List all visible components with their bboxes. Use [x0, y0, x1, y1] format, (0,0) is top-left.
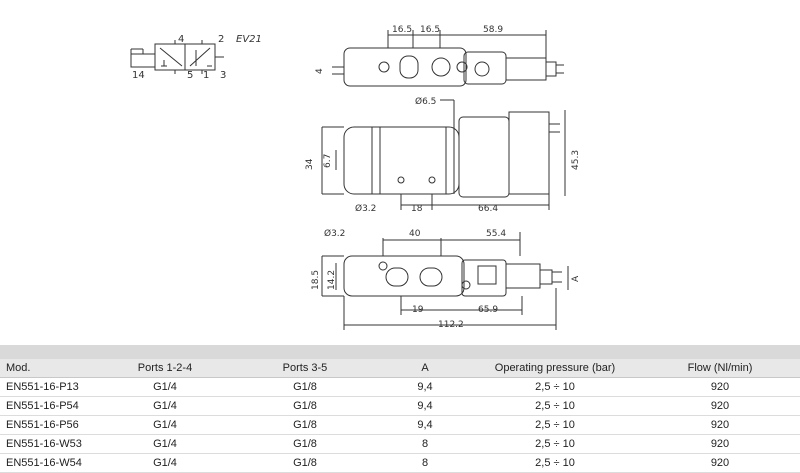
table-cell: G1/4 [100, 397, 230, 416]
table-cell: G1/8 [230, 378, 380, 397]
table-top-band [0, 345, 800, 359]
table-cell: G1/8 [230, 435, 380, 454]
solenoid-actuator [131, 54, 155, 67]
valve-symbol [131, 40, 224, 74]
table-cell: G1/8 [230, 454, 380, 473]
coil-bottom [506, 264, 540, 288]
dim-label: 112.2 [438, 320, 464, 330]
dim-label: 55.4 [486, 229, 507, 239]
dim-label: Ø3.2 [324, 229, 346, 239]
solenoid-bottom [462, 260, 506, 296]
solenoid-top [464, 52, 506, 84]
table-row [0, 454, 800, 473]
table-cell: 920 [640, 416, 800, 435]
dim-label: 4 [315, 68, 325, 74]
column-header: Ports 3-5 [230, 359, 380, 378]
table-cell: 9,4 [380, 416, 470, 435]
column-header: Operating pressure (bar) [470, 359, 640, 378]
dim-label: 45.3 [571, 149, 581, 170]
specification-table [0, 345, 800, 473]
table-cell: 920 [640, 378, 800, 397]
table-cell: 2,5 ÷ 10 [470, 397, 640, 416]
dim-label: 14.2 [327, 269, 337, 290]
model-cell: EN551-16-P56 [0, 416, 100, 435]
table-cell: 920 [640, 454, 800, 473]
table-cell: 920 [640, 435, 800, 454]
port-label-14: 14 [132, 70, 145, 81]
dim-label: 40 [409, 229, 421, 239]
bottom-view [322, 232, 568, 330]
table-cell: G1/8 [230, 397, 380, 416]
dim-label: 18.5 [311, 269, 321, 290]
dim-label: 58.9 [483, 25, 504, 35]
table-cell: 9,4 [380, 397, 470, 416]
column-header: Ports 1-2-4 [100, 359, 230, 378]
port-label-4: 4 [178, 34, 185, 45]
port-hole [379, 62, 389, 72]
dim-label: 65.9 [478, 305, 499, 315]
table-cell: 2,5 ÷ 10 [470, 378, 640, 397]
top-view [332, 30, 564, 86]
port-label-3: 3 [220, 70, 227, 81]
dim-label: A [571, 275, 581, 282]
column-header: Flow (Nl/min) [640, 359, 800, 378]
solenoid-side [459, 117, 509, 197]
dim-label: 34 [305, 158, 315, 170]
valve-box-left [155, 44, 185, 70]
dim-label: Ø3.2 [355, 204, 377, 214]
column-header: Mod. [0, 359, 100, 378]
table-header-row [0, 359, 800, 378]
table-cell: G1/4 [100, 435, 230, 454]
column-header: A [380, 359, 470, 378]
table-row [0, 378, 800, 397]
table-cell: 9,4 [380, 378, 470, 397]
port-label-5: 5 [187, 70, 194, 81]
model-cell: EN551-16-P54 [0, 397, 100, 416]
model-cell: EN551-16-W54 [0, 454, 100, 473]
dim-label: 16.5 [420, 25, 441, 35]
port-label-1: 1 [203, 70, 210, 81]
port-hole-bottom [379, 262, 387, 270]
table-cell: G1/4 [100, 416, 230, 435]
table-cell: G1/4 [100, 378, 230, 397]
port-label-2: 2 [218, 34, 225, 45]
table-row [0, 416, 800, 435]
table-cell: 2,5 ÷ 10 [470, 454, 640, 473]
port-slot [400, 56, 418, 78]
dim-label: 18 [411, 204, 423, 214]
mounting-hole [398, 177, 404, 183]
dim-label: 16.5 [392, 25, 413, 35]
dim-label: 6.7 [323, 153, 333, 168]
coil-side [509, 112, 549, 194]
model-cell: EN551-16-W53 [0, 435, 100, 454]
symbol-model-label: EV21 [236, 34, 262, 45]
table-cell: 8 [380, 454, 470, 473]
valve-body-bottom [344, 256, 464, 296]
table-row [0, 397, 800, 416]
table-cell: G1/8 [230, 416, 380, 435]
valve-body-side [344, 127, 459, 194]
model-cell: EN551-16-P13 [0, 378, 100, 397]
table-cell: 2,5 ÷ 10 [470, 416, 640, 435]
port-round [432, 58, 450, 76]
dim-label: 66.4 [478, 204, 499, 214]
valve-body-top [344, 48, 466, 86]
dim-label: Ø6.5 [415, 97, 437, 107]
table-cell: 8 [380, 435, 470, 454]
table-row [0, 435, 800, 454]
table-cell: G1/4 [100, 454, 230, 473]
coil-top [506, 58, 546, 80]
side-view [322, 100, 565, 210]
table-cell: 920 [640, 397, 800, 416]
dim-label: 19 [412, 305, 424, 315]
table-cell: 2,5 ÷ 10 [470, 435, 640, 454]
